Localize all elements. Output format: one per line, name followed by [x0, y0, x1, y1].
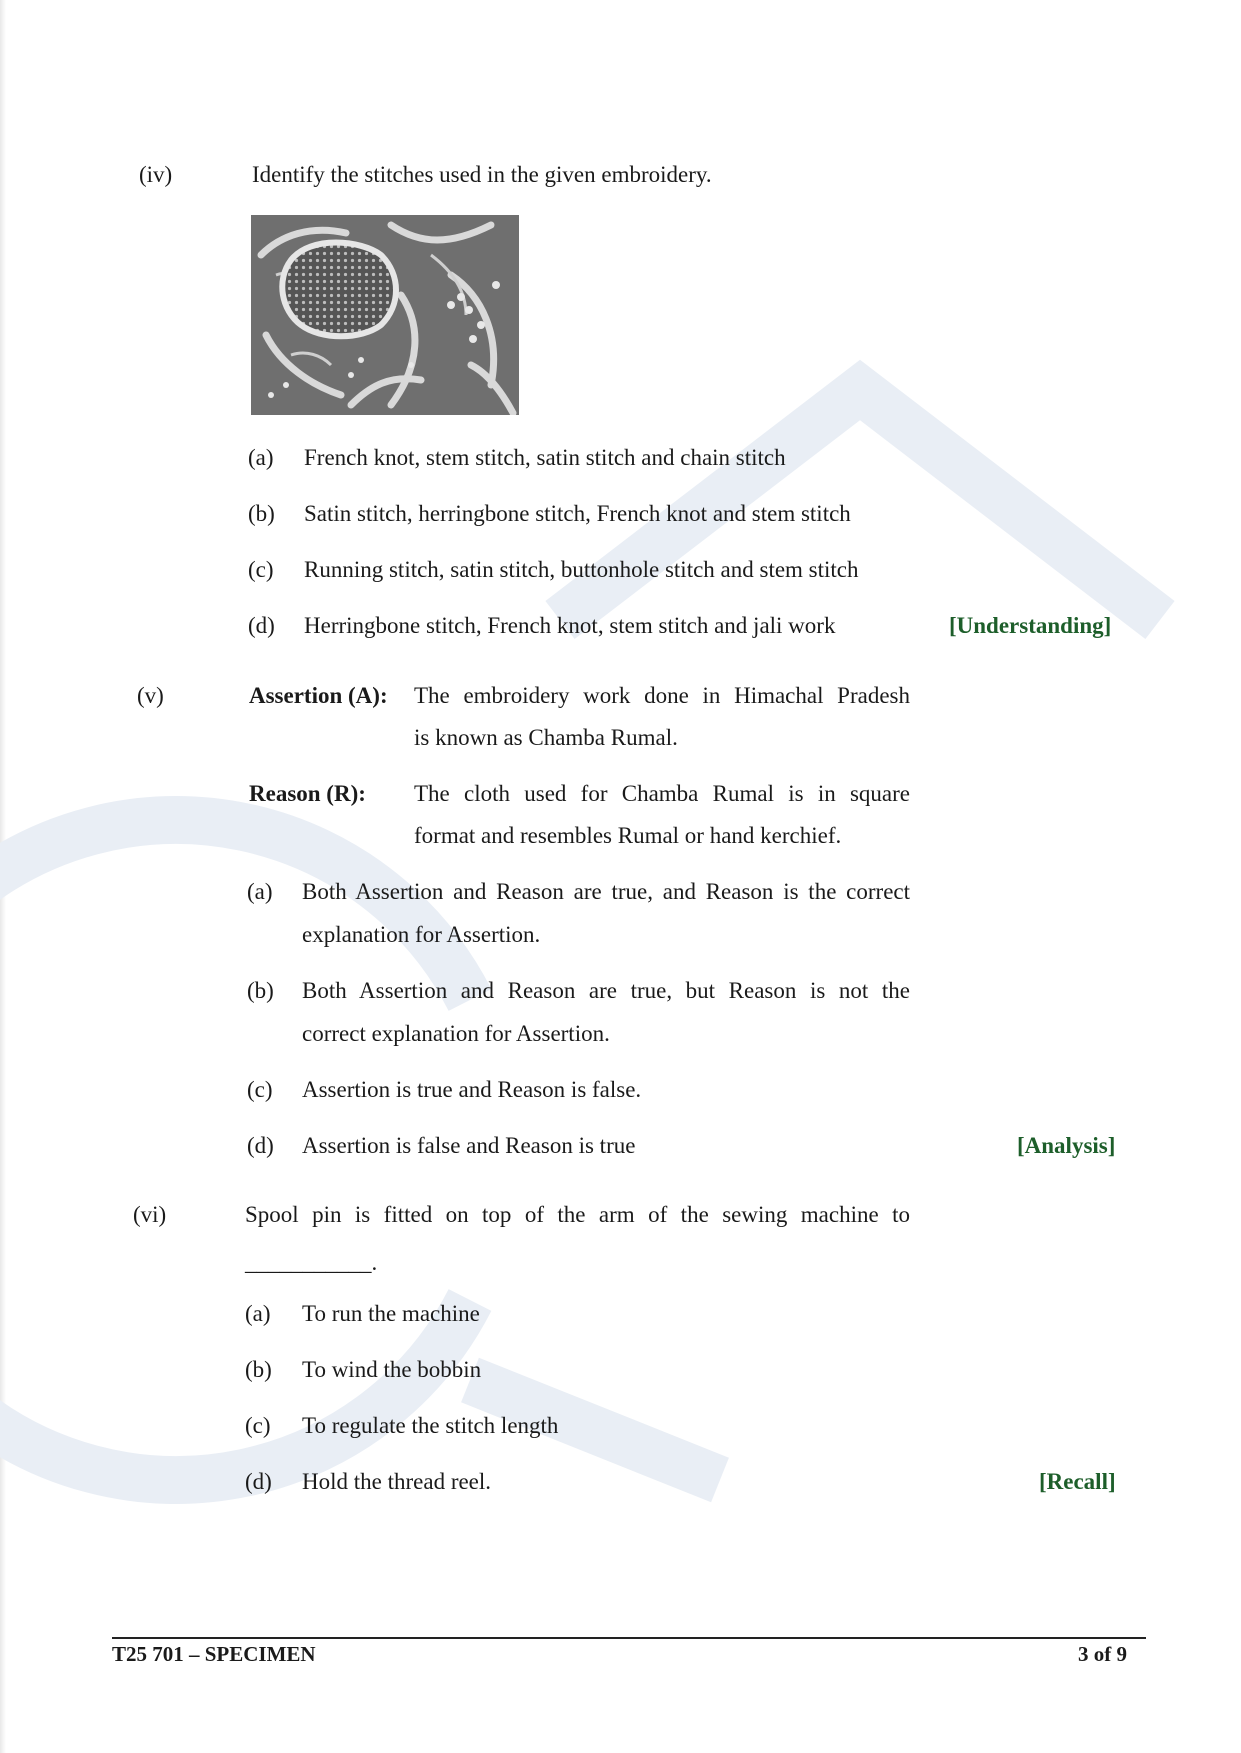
option-letter: (d) — [248, 613, 275, 638]
option-text: Assertion is false and Reason is true — [302, 1133, 636, 1158]
option-text: explanation for Assertion. — [302, 922, 541, 947]
footer-divider — [112, 1637, 1146, 1639]
option-letter: (c) — [245, 1413, 271, 1438]
option-letter: (b) — [245, 1357, 272, 1382]
question-number: (iv) — [139, 162, 173, 187]
option-text: Hold the thread reel. — [302, 1469, 492, 1494]
paper-code: T25 701 – SPECIMEN — [112, 1642, 316, 1666]
option-text: To wind the bobbin — [302, 1357, 482, 1382]
cognitive-level-tag: [Recall] — [1039, 1469, 1116, 1494]
question-number: (v) — [137, 683, 164, 708]
page-number: 3 of 9 — [1078, 1642, 1127, 1666]
option-letter: (b) — [248, 501, 275, 526]
option-letter: (a) — [245, 1301, 271, 1326]
option-text: To run the machine — [302, 1301, 480, 1326]
assertion-text: The embroidery work done in Himachal Pradesh — [414, 683, 910, 708]
option-letter: (c) — [247, 1077, 273, 1102]
option-letter: (c) — [248, 557, 274, 582]
option-text: correct explanation for Assertion. — [302, 1021, 610, 1046]
option-text: Herringbone stitch, French knot, stem stitch and jali work — [304, 613, 836, 638]
option-letter: (d) — [245, 1469, 272, 1494]
question-text: Spool pin is fitted on top of the arm of the sewing machine to — [245, 1202, 910, 1227]
option-text: Running stitch, satin stitch, buttonhole stitch and stem stitch — [304, 557, 859, 582]
cognitive-level-tag: [Understanding] — [949, 613, 1112, 638]
option-text: Satin stitch, herringbone stitch, French knot and stem stitch — [304, 501, 851, 526]
embroidery-image — [251, 215, 519, 415]
question-number: (vi) — [133, 1202, 167, 1227]
embroidery-picture — [251, 215, 519, 415]
assertion-text: is known as Chamba Rumal. — [414, 725, 678, 750]
option-letter: (a) — [247, 879, 273, 904]
reason-text: The cloth used for Chamba Rumal is in square — [414, 781, 910, 806]
assertion-label: Assertion (A): — [249, 683, 388, 708]
option-text: Both Assertion and Reason are true, and Reason is the correct — [302, 879, 910, 904]
reason-label: Reason (R): — [249, 781, 366, 806]
option-letter: (a) — [248, 445, 274, 470]
reason-text: format and resembles Rumal or hand kerchief. — [414, 823, 842, 848]
option-letter: (b) — [247, 978, 274, 1003]
cognitive-level-tag: [Analysis] — [1017, 1133, 1116, 1158]
option-text: Both Assertion and Reason are true, but Reason is not the — [302, 978, 910, 1003]
option-text: French knot, stem stitch, satin stitch and chain stitch — [304, 445, 786, 470]
option-text: To regulate the stitch length — [302, 1413, 559, 1438]
question-text: Identify the stitches used in the given embroidery. — [252, 162, 712, 187]
option-letter: (d) — [247, 1133, 274, 1158]
page-edge-shadow — [0, 0, 6, 1753]
option-text: Assertion is true and Reason is false. — [302, 1077, 642, 1102]
answer-blank: ___________. — [245, 1250, 378, 1275]
